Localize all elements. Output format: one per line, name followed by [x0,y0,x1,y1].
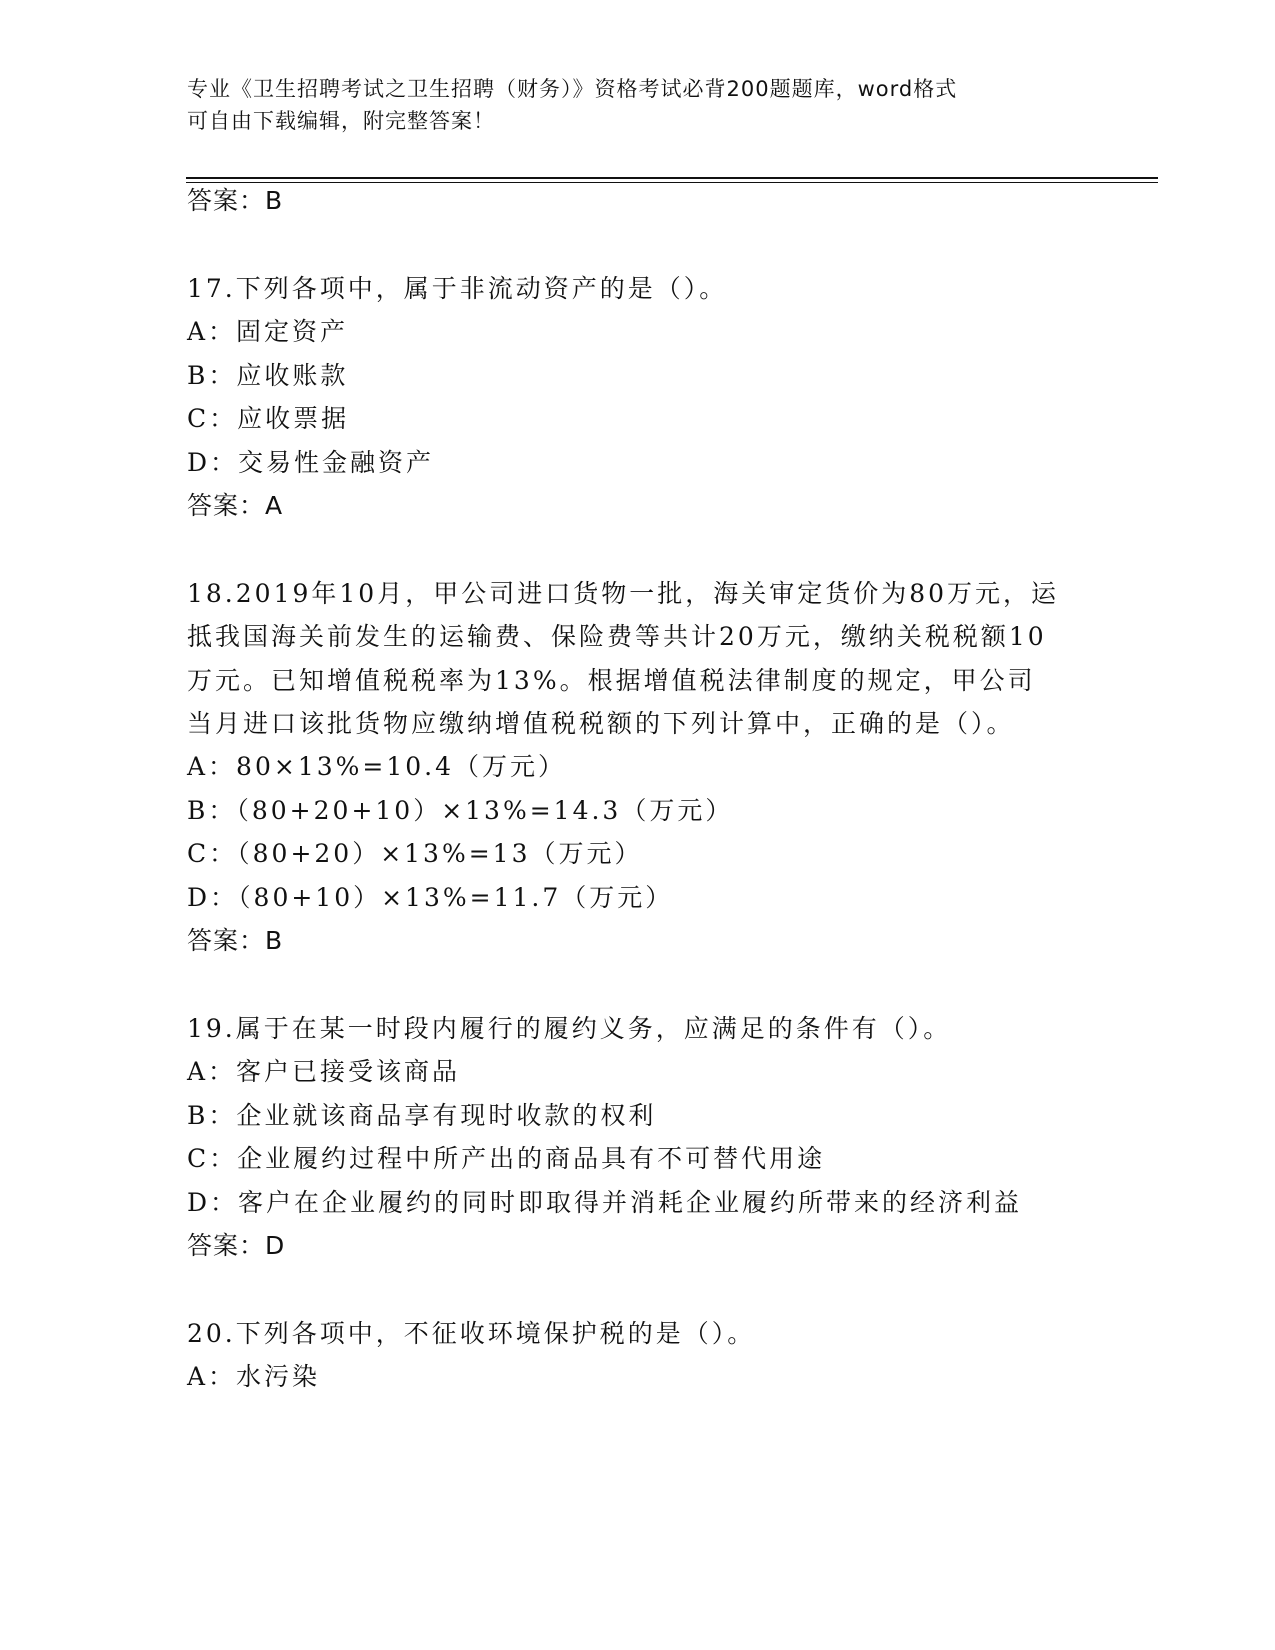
header-rule-thin [186,182,1158,183]
header-line-2: 可自由下载编辑，附完整答案！ [187,109,495,133]
previous-answer: 答案：B [187,186,284,215]
question-19-option-d: D：客户在企业履约的同时即取得并消耗企业履约所带来的经济利益 [187,1188,1023,1217]
question-18-answer: 答案：B [187,926,284,955]
question-18-option-b: B：（80+20+10）×13%=14.3（万元） [187,796,734,825]
question-18-stem-line-1: 18.2019年10月，甲公司进口货物一批，海关审定货价为80万元，运 [187,579,1060,608]
question-19-option-a: A：客户已接受该商品 [187,1057,461,1086]
question-17-option-b: B：应收账款 [187,361,349,390]
question-19-answer: 答案：D [187,1231,286,1260]
question-20-option-a: A：水污染 [187,1362,321,1391]
question-18-stem-line-2: 抵我国海关前发生的运输费、保险费等共计20万元，缴纳关税税额10 [187,622,1047,651]
question-18-option-d: D：（80+10）×13%=11.7（万元） [187,883,674,912]
question-17-answer: 答案：A [187,491,284,520]
header-line-1: 专业《卫生招聘考试之卫生招聘（财务）》资格考试必背200题题库，word格式 [187,77,958,101]
question-18-stem-line-3: 万元。已知增值税税率为13%。根据增值税法律制度的规定，甲公司 [187,666,1036,695]
question-19-option-b: B：企业就该商品享有现时收款的权利 [187,1101,657,1130]
question-18-option-a: A：80×13%=10.4（万元） [187,752,566,781]
question-19-stem: 19.属于在某一时段内履行的履约义务，应满足的条件有（）。 [187,1014,952,1043]
question-17-option-a: A：固定资产 [187,317,349,346]
question-19-option-c: C：企业履约过程中所产出的商品具有不可替代用途 [187,1144,826,1173]
question-18-option-c: C：（80+20）×13%=13（万元） [187,839,643,868]
question-17-option-c: C：应收票据 [187,404,350,433]
question-18-stem-line-4: 当月进口该批货物应缴纳增值税税额的下列计算中，正确的是（）。 [187,709,1015,738]
question-17-option-d: D：交易性金融资产 [187,448,435,477]
document-header [187,73,1067,137]
header-rule-thick [186,177,1158,179]
question-20-stem: 20.下列各项中，不征收环境保护税的是（）。 [187,1319,756,1348]
question-17-stem: 17.下列各项中，属于非流动资产的是（）。 [187,274,728,303]
